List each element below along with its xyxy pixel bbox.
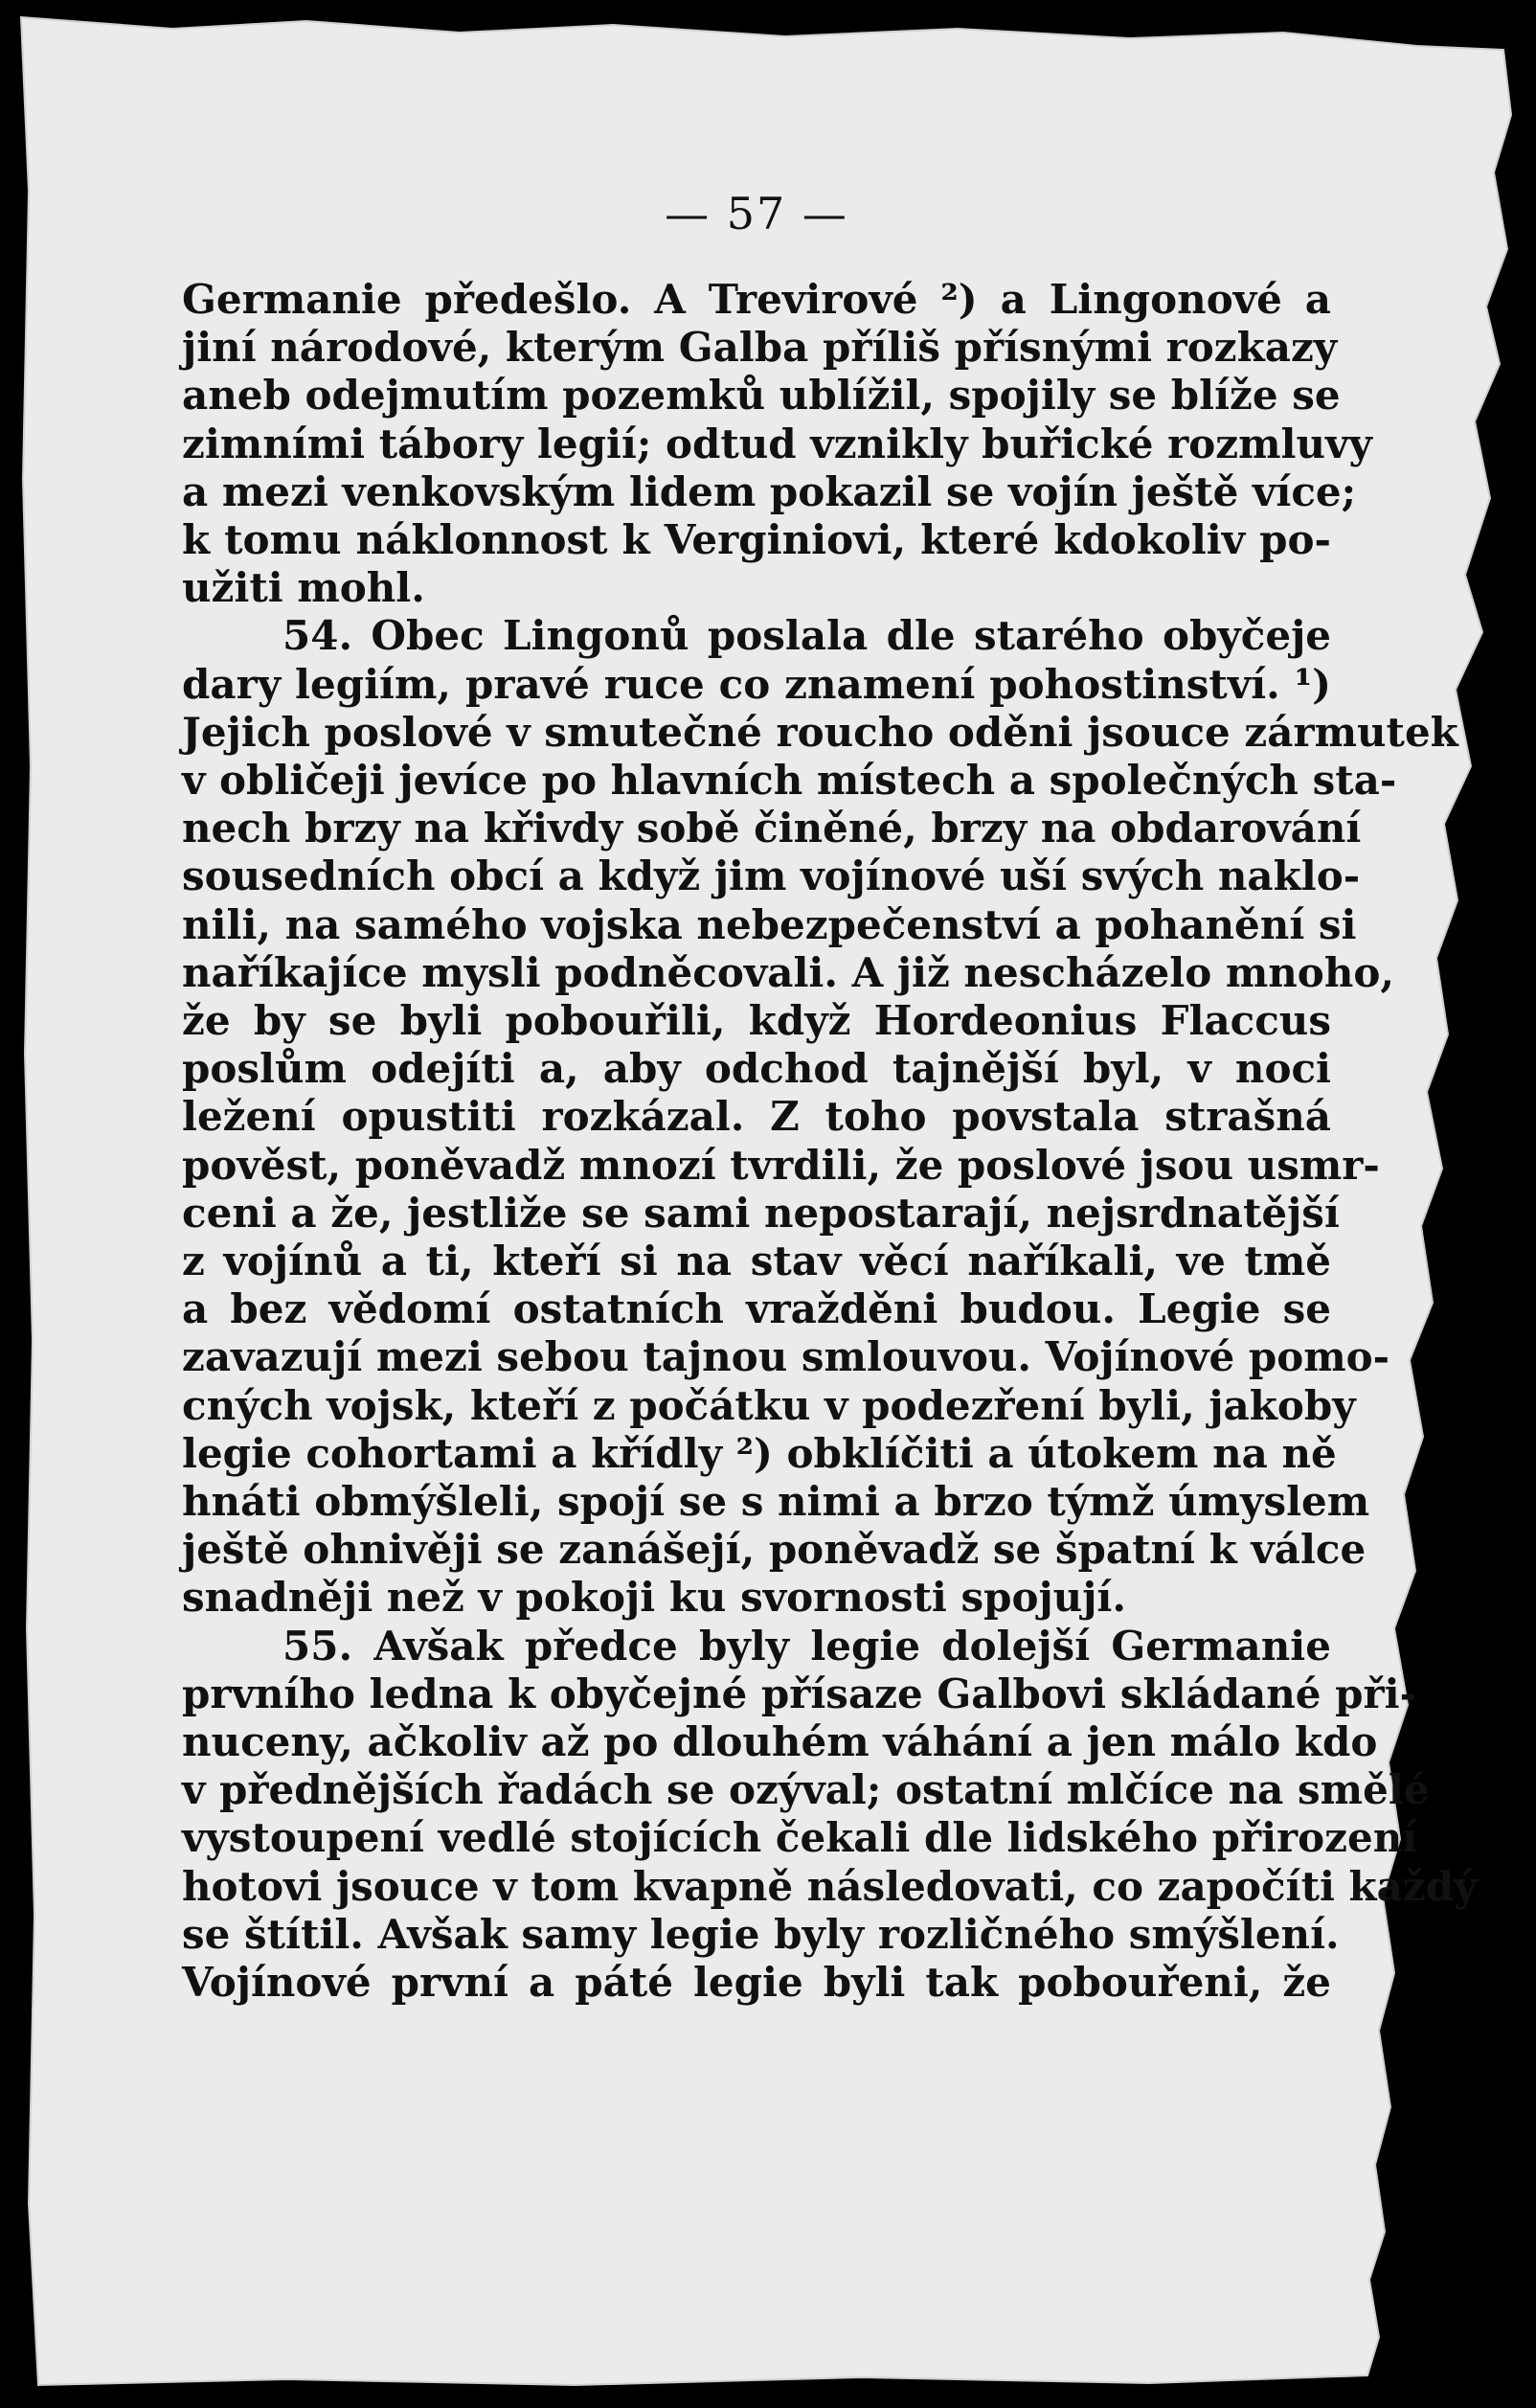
text-line: nili, na samého vojska nebezpečenství a pohanění si (182, 900, 1357, 948)
text-line: a mezi venkovským lidem pokazil se vojín ještě více; (182, 467, 1357, 515)
text-line: z vojínů a ti, kteří si na stav věcí naříkali, ve tmě (182, 1238, 1331, 1284)
text-line: jiní národové, kterým Galba příliš přísnými rozkazy (182, 324, 1338, 372)
text-line: Vojínové první a páté legie byli tak pobouřeni, že (182, 1959, 1331, 2006)
text-line: zimními tábory legií; odtud vznikly buřické rozmluvy (182, 420, 1372, 467)
text-line: v přednějších řadách se ozýval; ostatní mlčíce na smělé (182, 1766, 1430, 1814)
text-line: naříkajíce mysli podněcovali. A již nescházelo mnoho, (182, 948, 1394, 996)
text-line: hotovi jsouce v tom kvapně následovati, co započíti každý (182, 1862, 1478, 1910)
text-line: v obličeji jevíce po hlavních místech a společných sta- (182, 757, 1397, 804)
text-line: pověst, poněvadž mnozí tvrdili, že poslové jsou usmr- (182, 1141, 1380, 1189)
text-line: 55. Avšak předce byly legie dolejší Germanie (282, 1622, 1331, 1670)
text-line: ležení opustiti rozkázal. Z toho povstala strašná (182, 1093, 1331, 1141)
text-line: snadněji než v pokoji ku svornosti spojují. (182, 1574, 1126, 1622)
text-line: 54. Obec Lingonů poslala dle starého obyčeje (282, 612, 1331, 660)
text-line: aneb odejmutím pozemků ublížil, spojily se blíže se (182, 372, 1341, 420)
text-line: se štítil. Avšak samy legie byly rozličného smýšlení. (182, 1910, 1340, 1958)
text-line: užiti mohl. (182, 564, 425, 612)
text-line: poslům odejíti a, aby odchod tajnější byl, v noci (182, 1045, 1331, 1093)
page-number: — 57 — (665, 188, 848, 239)
text-line: Jejich poslové v smutečné roucho oděni jsouce zármutek (182, 708, 1458, 756)
text-line: cných vojsk, kteří z počátku v podezření byli, jakoby (182, 1381, 1356, 1429)
text-line: ceni a že, jestliže se sami nepostarají, nejsrdnatější (182, 1189, 1340, 1237)
text-line: Germanie předešlo. A Trevirové ²) a Lingonové a (182, 276, 1331, 323)
text-line: že by se byli pobouřili, když Hordeonius Flaccus (182, 997, 1331, 1044)
text-line: k tomu náklonnost k Verginiovi, které kdokoliv po- (182, 516, 1331, 563)
text-line: legie cohortami a křídly ²) obklíčiti a útokem na ně (182, 1429, 1337, 1477)
text-line: a bez vědomí ostatních vražděni budou. Legie se (182, 1285, 1331, 1333)
text-line: vystoupení vedlé stojících čekali dle lidského přirození (182, 1814, 1418, 1862)
text-line: hnáti obmýšleli, spojí se s nimi a brzo týmž úmyslem (182, 1478, 1370, 1525)
text-line: prvního ledna k obyčejné přísaze Galbovi skládané při- (182, 1670, 1417, 1717)
text-line: nuceny, ačkoliv až po dlouhém váhání a jen málo kdo (182, 1718, 1378, 1765)
text-line: ještě ohnivěji se zanášejí, poněvadž se špatní k válce (182, 1526, 1367, 1574)
text-line: sousedních obcí a když jim vojínové uší svých naklo- (182, 852, 1361, 900)
text-line: zavazují mezi sebou tajnou smlouvou. Vojínové pomo- (182, 1333, 1390, 1381)
text-line: nech brzy na křivdy sobě činěné, brzy na obdarování (182, 805, 1362, 852)
text-line: dary legiím, pravé ruce co znamení pohostinství. ¹) (182, 660, 1331, 708)
